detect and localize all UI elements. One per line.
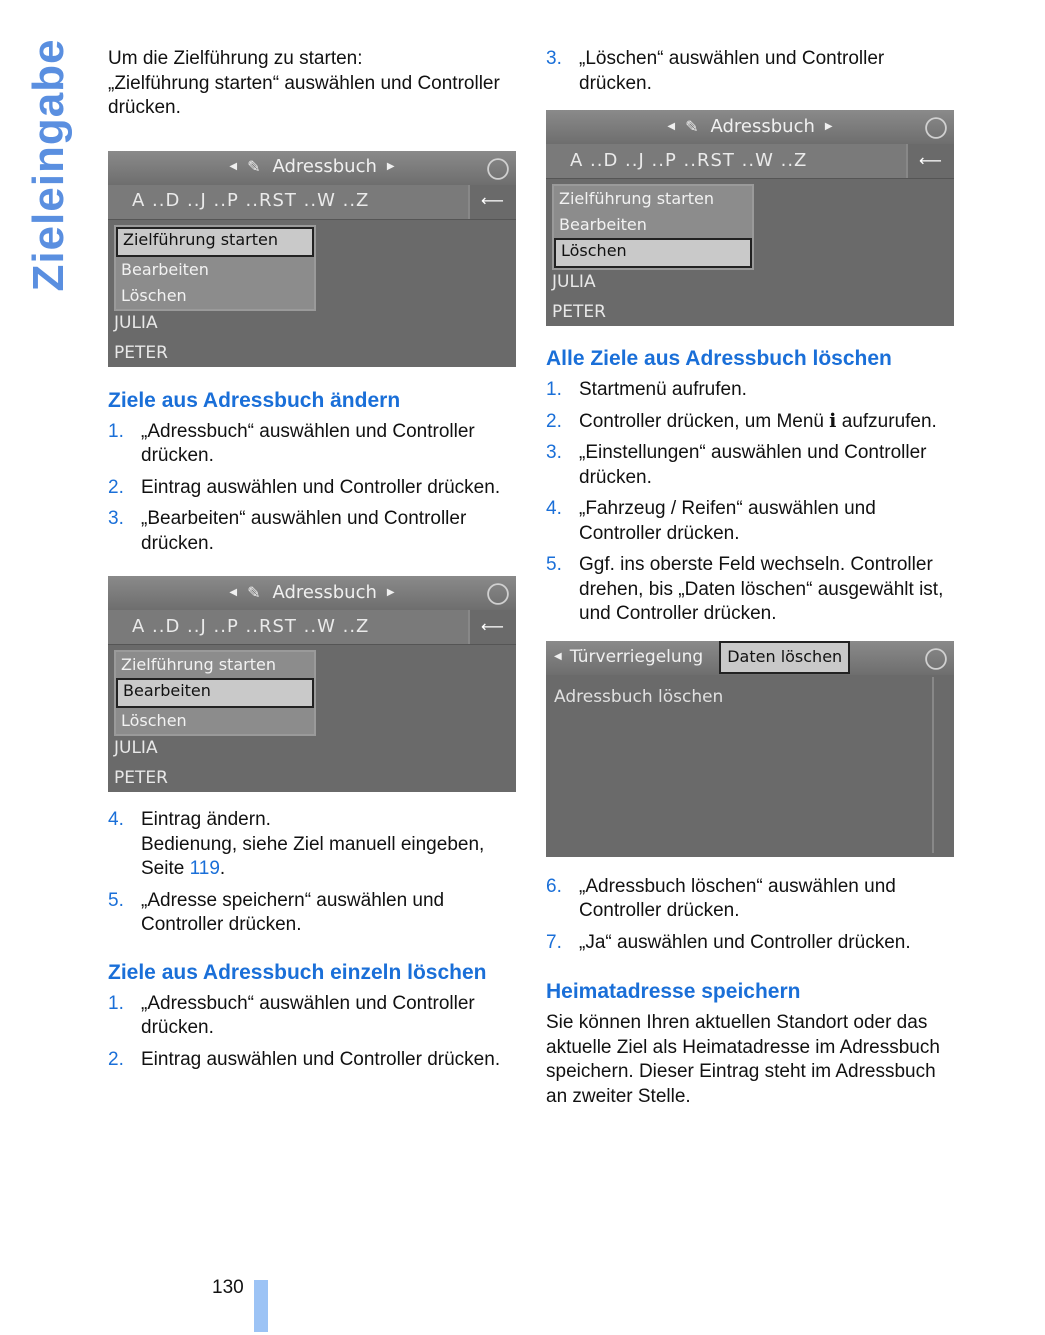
step-number: 3. bbox=[546, 442, 562, 463]
alphabet-index: A ..D ..J ..P ..RST ..W ..Z bbox=[570, 149, 808, 171]
screen-title-bar: ◀ ✎ Adressbuch ▶ bbox=[546, 110, 954, 144]
step-text: Eintrag auswählen und Controller drücken. bbox=[141, 476, 501, 498]
step-number: 1. bbox=[108, 992, 124, 1014]
tab-delete-data: Daten löschen bbox=[719, 641, 850, 674]
screenshot-adressbuch-start bbox=[108, 151, 516, 367]
alphabet-bar bbox=[108, 185, 516, 220]
settings-tab-bar: ◀ Türverriegelung Daten löschen bbox=[546, 641, 954, 675]
info-icon bbox=[925, 648, 947, 670]
back-arrow-icon: ⟵ bbox=[468, 185, 516, 219]
step-text: Eintrag ändern. bbox=[141, 809, 271, 830]
context-menu bbox=[114, 650, 316, 736]
delete-single-steps bbox=[108, 992, 518, 1073]
step bbox=[108, 992, 518, 1041]
step bbox=[546, 931, 956, 956]
page-marker-bar bbox=[254, 1280, 268, 1332]
step-text: „Adresse speichern“ auswählen und Controller drücken. bbox=[141, 889, 445, 935]
menu-item-start-guidance: Zielführung starten bbox=[121, 655, 276, 674]
step-number: 7. bbox=[546, 931, 562, 953]
section-title-home-address: Heimatadresse speichern bbox=[546, 980, 801, 1003]
menu-item-edit: Bearbeiten bbox=[121, 259, 209, 279]
step-number: 5. bbox=[108, 889, 124, 911]
step bbox=[546, 47, 956, 96]
section-title-delete-all: Alle Ziele aus Adressbuch löschen bbox=[546, 347, 892, 370]
step-number: 6. bbox=[546, 875, 562, 897]
section-title-delete-single: Ziele aus Adressbuch einzeln löschen bbox=[108, 960, 487, 984]
page-number: 130 bbox=[212, 1277, 244, 1298]
step bbox=[546, 410, 956, 435]
screenshot-adressbuch-edit bbox=[108, 576, 516, 792]
step-number: 5. bbox=[546, 554, 562, 575]
menu-item-delete: Löschen bbox=[554, 238, 752, 268]
step-number: 2. bbox=[108, 476, 124, 498]
step bbox=[546, 553, 956, 627]
step bbox=[108, 476, 518, 501]
step-text: Controller drücken, um Menü ℹ aufzurufen. bbox=[579, 410, 937, 432]
screenshot-adressbuch-delete bbox=[546, 110, 954, 326]
right-column bbox=[546, 47, 956, 1109]
entry-julia: JULIA bbox=[552, 272, 596, 292]
delete-all-steps bbox=[546, 378, 956, 627]
step-number: 4. bbox=[108, 809, 124, 830]
navigation-icon bbox=[925, 117, 947, 139]
step-text: Ggf. ins oberste Feld wechseln. Controller drehen, bis „Daten löschen“ ausgewählt ist, und Controller drücken. bbox=[579, 554, 944, 624]
home-address-body: Sie können Ihren aktuellen Standort oder das aktuelle Ziel als Heimatadresse im Adressbuch speichern. Dieser Eintrag steht im Adressbuch an zweiter Stelle. bbox=[546, 1012, 940, 1107]
change-steps bbox=[108, 420, 518, 557]
step-text: „Löschen“ auswählen und Controller drücken. bbox=[579, 48, 885, 94]
entry-peter: PETER bbox=[114, 768, 168, 788]
delete-all-steps-cont bbox=[546, 875, 956, 956]
step-number: 3. bbox=[108, 508, 124, 529]
menu-item-delete-addressbook: Adressbuch löschen bbox=[554, 686, 724, 707]
menu-item-start-guidance: Zielführung starten bbox=[559, 189, 714, 208]
alphabet-bar bbox=[546, 144, 954, 179]
menu-item-edit: Bearbeiten bbox=[116, 678, 314, 708]
tab-door-locking: Türverriegelung bbox=[569, 647, 704, 668]
step-number: 1. bbox=[546, 379, 562, 400]
address-book-icon: ✎ bbox=[247, 582, 261, 602]
step bbox=[546, 441, 956, 490]
menu-item-delete: Löschen bbox=[121, 711, 187, 730]
step-number: 4. bbox=[546, 498, 562, 519]
entry-julia: JULIA bbox=[114, 312, 158, 333]
navigation-icon bbox=[487, 158, 509, 180]
side-chapter-title bbox=[24, 40, 74, 290]
step bbox=[108, 1048, 518, 1073]
screen-title-bar: ◀ ✎ Adressbuch ▶ bbox=[108, 151, 516, 185]
left-column bbox=[108, 47, 518, 1079]
alphabet-index: A ..D ..J ..P ..RST ..W ..Z bbox=[132, 190, 370, 212]
step-text: „Adressbuch löschen“ auswählen und Controller drücken. bbox=[579, 875, 896, 921]
step-text-ref: Bedienung, siehe Ziel manuell eingeben, Seite bbox=[141, 833, 485, 879]
step-number: 1. bbox=[108, 420, 124, 442]
side-chapter-title-text: Zieleingabe bbox=[24, 38, 73, 292]
step: 4. Eintrag ändern. Bedienung, siehe Ziel manuell eingeben, Seite 119. bbox=[108, 809, 485, 879]
address-book-icon: ✎ bbox=[685, 116, 699, 136]
step-text: „Einstellungen“ auswählen und Controller drücken. bbox=[579, 442, 927, 488]
alphabet-bar bbox=[108, 610, 516, 645]
menu-item-start-guidance: Zielführung starten bbox=[116, 227, 314, 257]
step-text: Eintrag auswählen und Controller drücken. bbox=[141, 1048, 501, 1070]
step bbox=[108, 420, 518, 469]
step-text: „Fahrzeug / Reifen“ auswählen und Controller drücken. bbox=[579, 498, 876, 544]
entry-peter: PETER bbox=[114, 342, 168, 363]
step bbox=[546, 497, 956, 546]
scrollbar bbox=[932, 677, 948, 853]
step-number: 2. bbox=[108, 1048, 124, 1070]
step-text: „Ja“ auswählen und Controller drücken. bbox=[579, 931, 911, 953]
screenshot-daten-loeschen bbox=[546, 641, 954, 857]
alphabet-index: A ..D ..J ..P ..RST ..W ..Z bbox=[132, 615, 370, 637]
change-steps-cont bbox=[108, 808, 518, 938]
back-arrow-icon: ⟵ bbox=[906, 144, 954, 178]
step-text: „Bearbeiten“ auswählen und Controller drücken. bbox=[141, 508, 467, 554]
navigation-icon bbox=[487, 583, 509, 605]
step-text: „Adressbuch“ auswählen und Controller drücken. bbox=[141, 992, 475, 1038]
entry-julia: JULIA bbox=[114, 738, 158, 758]
intro-line-2: „Zielführung starten“ auswählen und Controller drücken. bbox=[108, 72, 500, 118]
screen-title: Adressbuch bbox=[710, 115, 815, 137]
screen-title: Adressbuch bbox=[272, 581, 377, 603]
step-text: „Adressbuch“ auswählen und Controller drücken. bbox=[141, 420, 475, 466]
back-arrow-icon: ⟵ bbox=[468, 610, 516, 644]
step bbox=[108, 507, 518, 556]
step bbox=[546, 875, 956, 924]
entry-peter: PETER bbox=[552, 302, 606, 322]
page-reference-link[interactable]: 119 bbox=[189, 858, 220, 879]
screen-title: Adressbuch bbox=[272, 156, 377, 178]
address-book-icon: ✎ bbox=[247, 157, 261, 177]
step-number: 2. bbox=[546, 410, 562, 432]
section-title-change: Ziele aus Adressbuch ändern bbox=[108, 388, 401, 412]
context-menu bbox=[114, 225, 316, 311]
intro-line-1: Um die Zielführung zu starten: bbox=[108, 48, 363, 69]
step-text: Startmenü aufrufen. bbox=[579, 379, 747, 400]
menu-item-edit: Bearbeiten bbox=[559, 215, 647, 234]
menu-item-delete: Löschen bbox=[121, 285, 187, 305]
step-number: 3. bbox=[546, 48, 562, 69]
context-menu bbox=[552, 184, 754, 270]
step bbox=[546, 378, 956, 403]
screen-title-bar: ◀ ✎ Adressbuch ▶ bbox=[108, 576, 516, 610]
step bbox=[108, 889, 518, 938]
